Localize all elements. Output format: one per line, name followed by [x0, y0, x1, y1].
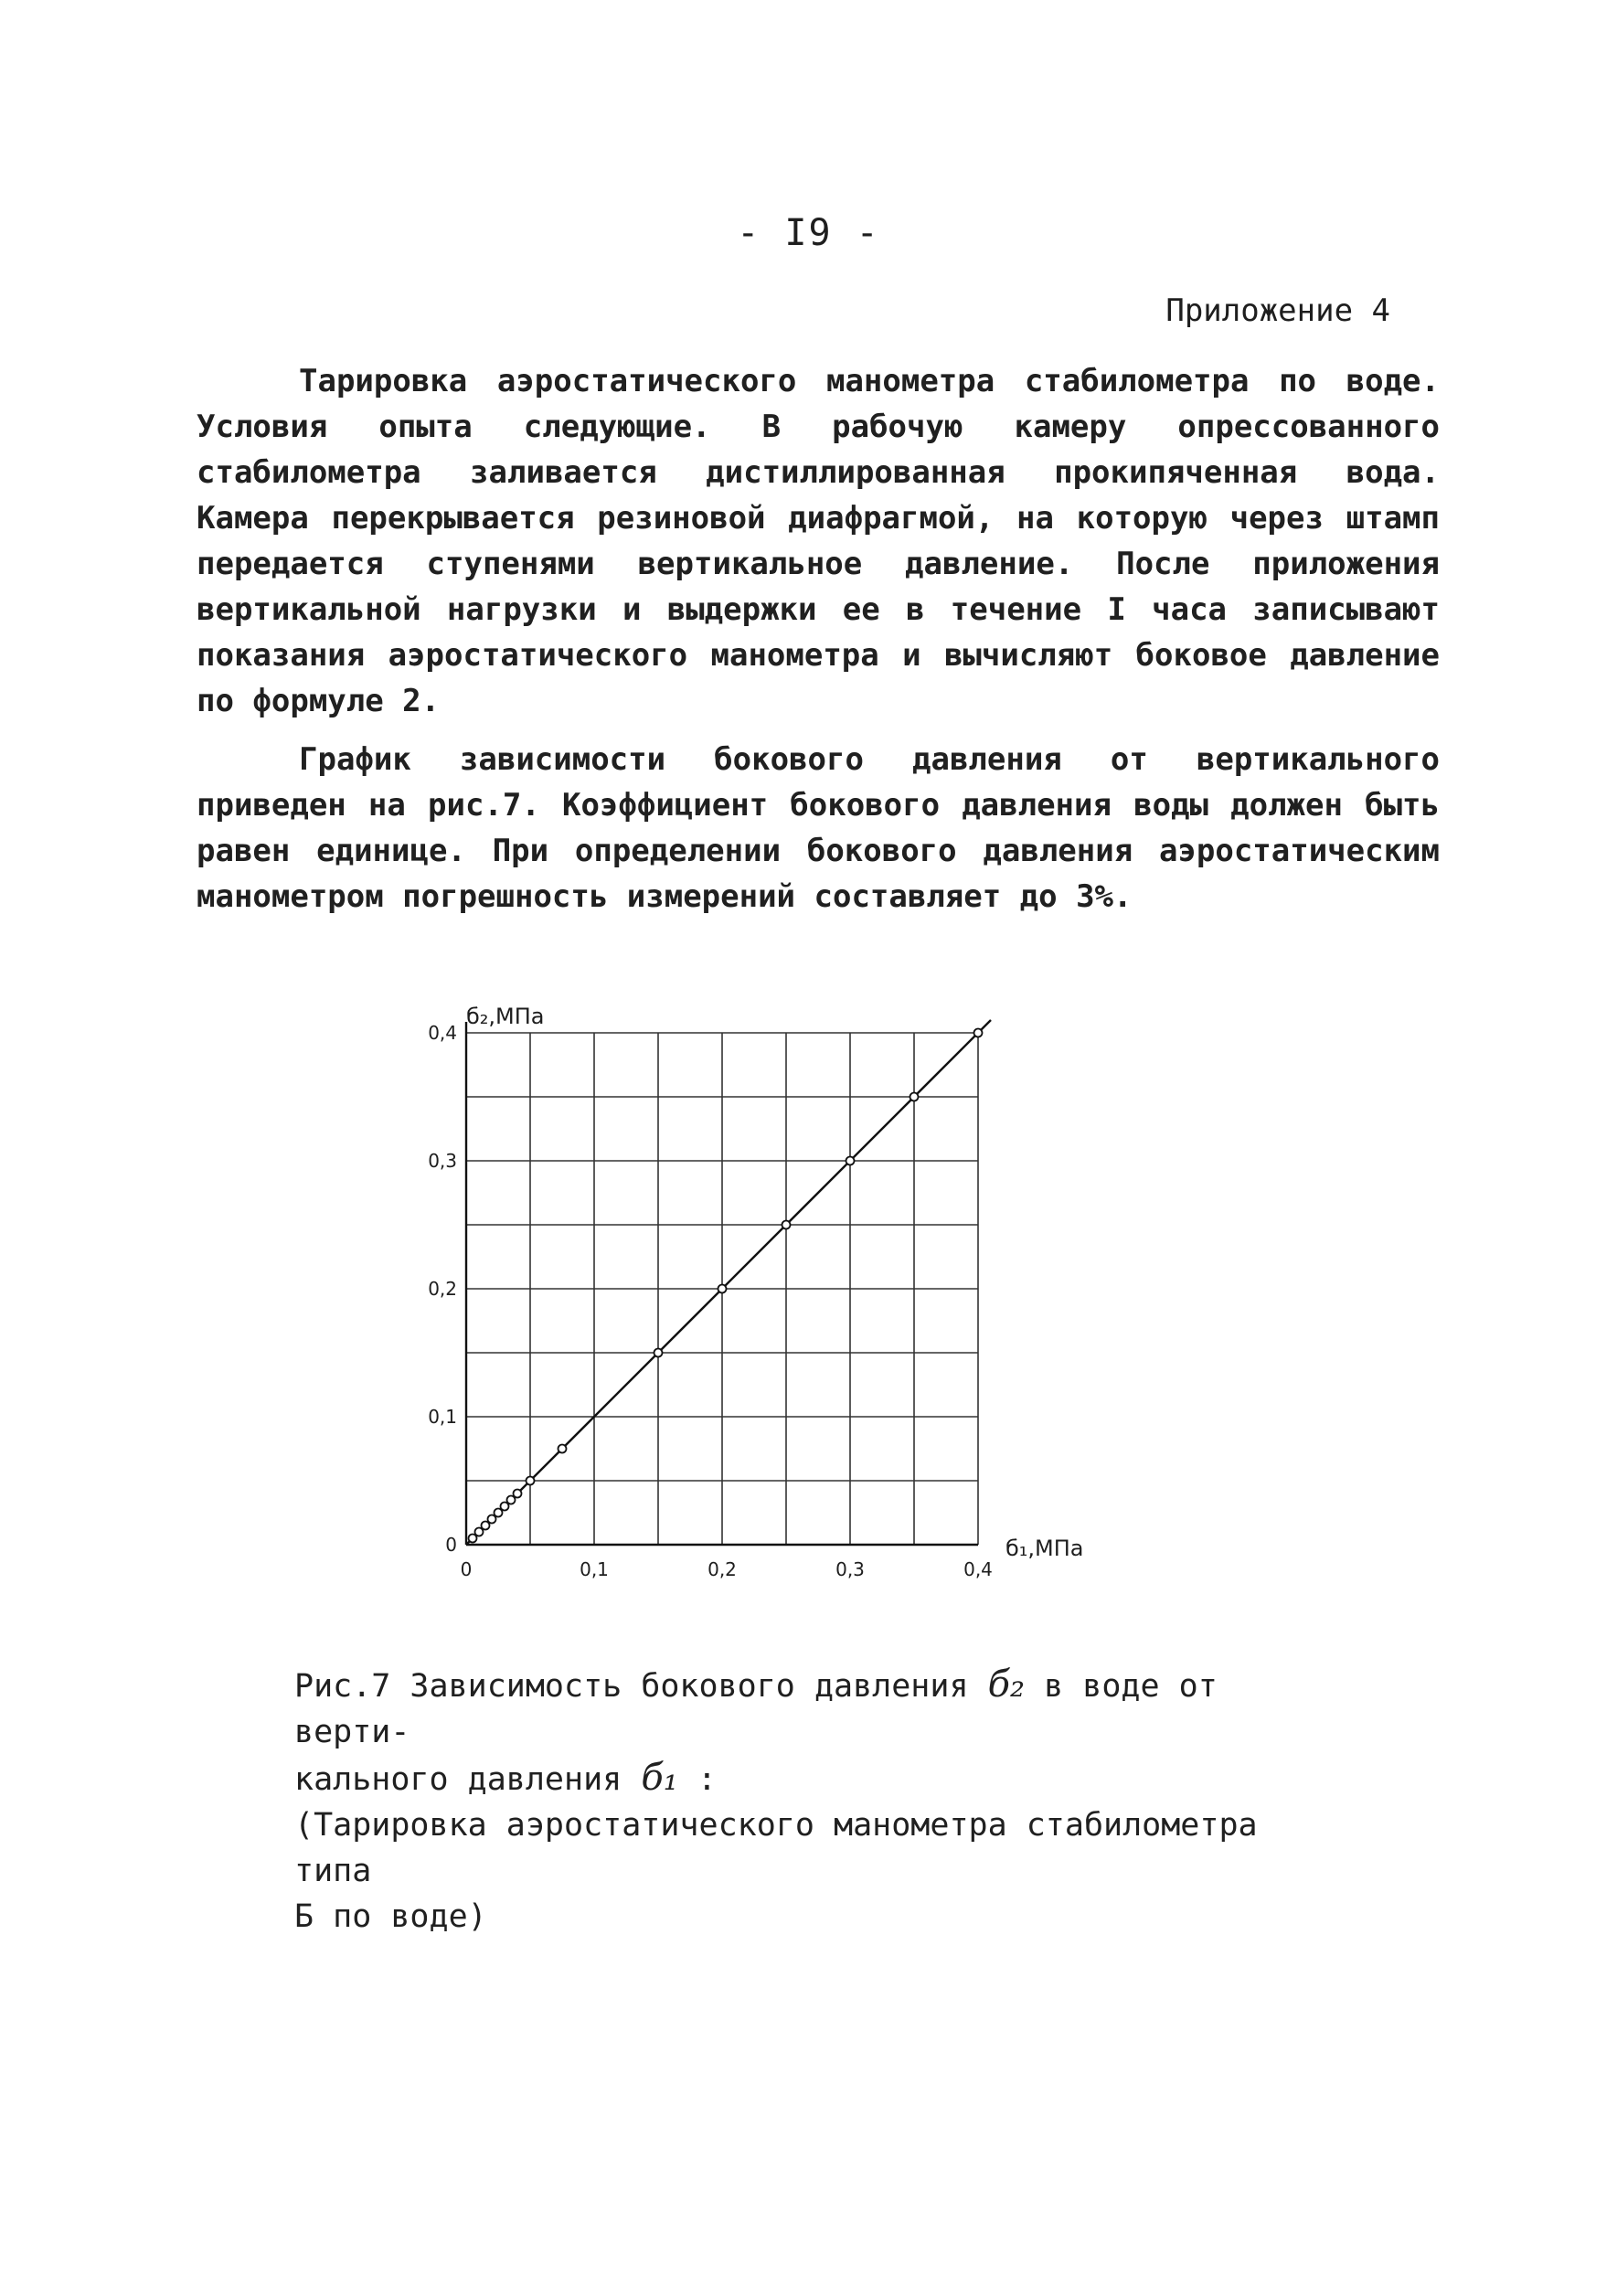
y-tick-label: 0,3	[428, 1150, 457, 1172]
data-point	[501, 1503, 509, 1511]
caption-line-4: Б по воде)	[294, 1898, 487, 1935]
data-point	[495, 1509, 503, 1517]
sigma-1-symbol: б₁	[641, 1757, 678, 1799]
sigma-2-symbol: б₂	[987, 1664, 1026, 1706]
pressure-chart	[402, 996, 1115, 1618]
x-tick-label: 0,1	[580, 1558, 609, 1580]
data-point	[488, 1515, 496, 1524]
x-axis-label: б₁,МПа	[1005, 1536, 1084, 1561]
page-number: - I9 -	[737, 212, 880, 254]
caption-text-2b: :	[697, 1761, 717, 1798]
data-point	[469, 1535, 477, 1543]
y-tick-label: 0,4	[428, 1022, 457, 1044]
paragraph-2: График зависимости бокового давления от вертикального приведен на рис.7. Коэффициент бокового давления воды должен быть равен единице. При определении бокового давления аэростатическим манометром погрешность измерений составляет до 3%.	[197, 741, 1440, 915]
data-point	[718, 1285, 727, 1293]
data-point	[654, 1349, 663, 1357]
y-tick-label: 0,2	[428, 1278, 457, 1300]
data-point	[559, 1445, 567, 1453]
caption-text-1a: Рис.7 Зависимость бокового давления	[294, 1668, 969, 1705]
data-point	[475, 1528, 484, 1536]
data-point	[782, 1221, 791, 1229]
data-point	[514, 1490, 522, 1498]
caption-line-1	[294, 1662, 1346, 1755]
y-axis-label: б₂,МПа	[466, 1004, 545, 1029]
x-tick-label: 0,2	[707, 1558, 737, 1580]
x-tick-label: 0,4	[963, 1558, 993, 1580]
appendix-label: Приложение 4	[1165, 292, 1390, 329]
y-tick-label: 0,1	[428, 1406, 457, 1428]
data-point	[846, 1157, 855, 1165]
caption-text-1b: в воде от верти-	[294, 1668, 1218, 1750]
data-point	[507, 1496, 516, 1504]
caption-line-3: (Тарировка аэростатического манометра стабилометра типа	[294, 1807, 1258, 1889]
data-point	[527, 1477, 535, 1485]
body-text	[197, 358, 1440, 932]
data-point	[482, 1522, 490, 1530]
data-point	[974, 1029, 983, 1037]
paragraph-1: Тарировка аэростатического манометра стабилометра по воде. Условия опыта следующие. В рабочую камеру опрессованного стабилометра заливается дистиллированная прокипяченная вода. Камера перекрывается резиновой диафрагмой, на которую через штамп передается ступенями вертикальное давление. После приложения вертикальной нагрузки и выдержки ее в течение I часа записывают показания аэростатического манометра и вычисляют боковое давление по формуле 2.	[197, 363, 1440, 719]
caption-text-2a: кального давления	[294, 1761, 622, 1798]
x-tick-label: 0,3	[835, 1558, 865, 1580]
y-tick-label: 0	[445, 1534, 457, 1556]
data-point	[910, 1093, 919, 1101]
x-tick-label: 0	[460, 1558, 473, 1580]
caption-line-2	[294, 1755, 1346, 1802]
figure-caption	[294, 1662, 1346, 1940]
